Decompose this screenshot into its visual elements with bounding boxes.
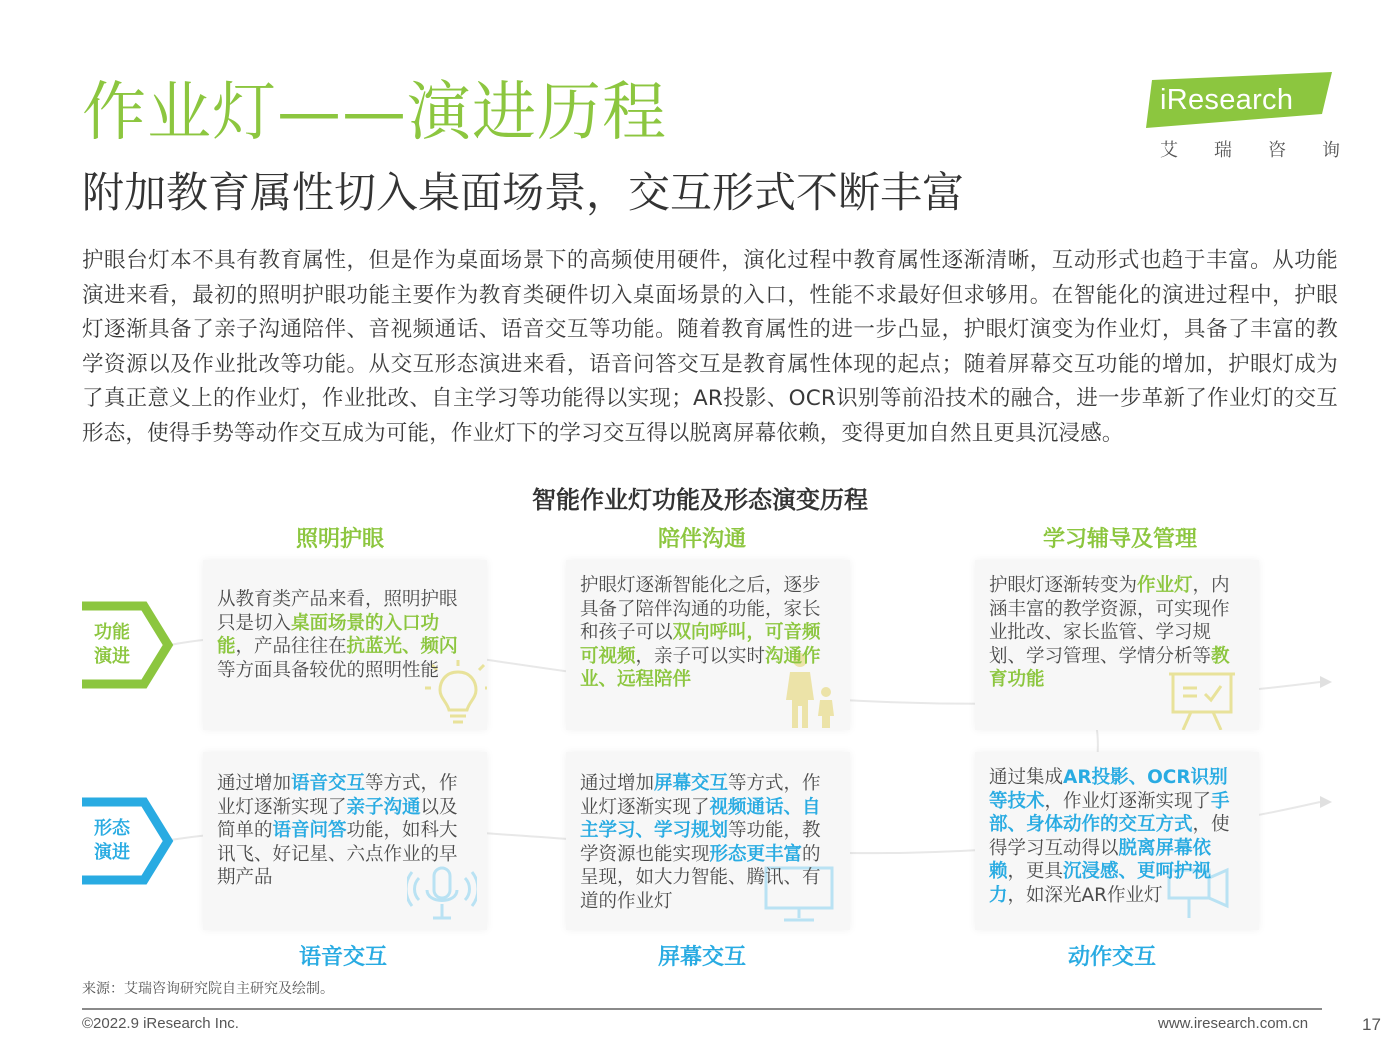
website-text: www.iresearch.com.cn: [1158, 1015, 1309, 1032]
copyright-text: ©2022.9 iResearch Inc.: [82, 1015, 239, 1032]
card-plain-text: 通过增加: [217, 773, 292, 794]
card-text: [975, 560, 1259, 692]
card-screen: [566, 752, 850, 930]
card-plain-text: 等方式，作业灯逐渐实现了: [580, 773, 821, 818]
card-highlight-text: 形态更丰富: [709, 843, 803, 865]
row-label-line: 演进: [94, 842, 130, 863]
card-highlight-text: 作业灯: [1137, 575, 1193, 596]
card-highlight-text: 双向呼叫，可音频可视频: [580, 622, 821, 667]
card-plain-text: ，亲子可以实时: [635, 645, 766, 667]
logo-brand-text: iResearch: [1160, 84, 1294, 116]
col-footer-voice: 语音交互: [298, 945, 387, 970]
card-companion: [566, 560, 850, 730]
card-plain-text: 从教育类产品来看，照明护眼只是切入: [217, 589, 458, 634]
row-label-form: [82, 796, 182, 886]
card-highlight-text: 屏幕交互: [654, 773, 729, 794]
source-note: 来源：艾瑞咨询研究院自主研究及绘制。: [82, 981, 334, 997]
card-highlight-text: 抗蓝光、频闪: [346, 636, 458, 657]
card-highlight-text: 桌面场景的入口功能: [217, 612, 440, 657]
card-plain-text: 等方面具备较优的照明性能: [217, 659, 440, 681]
card-plain-text: ，内涵丰富的教学资源，可实现作业批改、家长监管、学习规划、学习管理、学情分析等: [989, 575, 1230, 667]
card-highlight-text: 语音交互: [291, 773, 366, 794]
card-highlight-text: 沟通作业、远程陪伴: [580, 645, 821, 690]
card-gesture: [975, 752, 1259, 930]
page-subtitle: 附加教育属性切入桌面场景，交互形式不断丰富: [82, 168, 965, 217]
card-plain-text: ，产品往往在: [235, 636, 347, 657]
card-highlight-text: 语音问答: [272, 820, 347, 841]
card-plain-text: 护眼灯逐渐智能化之后，逐步具备了陪伴沟通的功能，家长和孩子可以: [580, 575, 821, 643]
row-label-line: 演进: [94, 646, 130, 667]
intro-paragraph: 护眼台灯本不具有教育属性，但是作为桌面场景下的高频使用硬件，演化过程中教育属性逐渐清晰，互动形式也趋于丰富。从功能演进来看，最初的照明护眼功能主要作为教育类硬件切入桌面场景的入口，性能不求最好但求够用。在智能化的演进过程中，护眼灯逐渐具备了亲子沟通陪伴、音视频通话、语音交互等功能。随着教育属性的进一步凸显，护眼灯演变为作业灯，具备了丰富的教学资源以及作业批改等功能。从交互形态演进来看，语音问答交互是教育属性体现的起点；随着屏幕交互功能的增加，护眼灯成为了真正意义上的作业灯，作业批改、自主学习等功能得以实现；AR投影、OCR识别等前沿技术的融合，进一步革新了作业灯的交互形态，使得手势等动作交互成为可能，作业灯下的学习交互得以脱离屏幕依赖，变得更加自然且更具沉浸感。: [82, 248, 1338, 446]
card-plain-text: 通过集成: [989, 767, 1064, 788]
card-plain-text: 通过增加: [580, 773, 655, 794]
logo-cn-char: 艾: [1160, 140, 1178, 161]
logo-cn-char: 瑞: [1214, 140, 1232, 161]
card-plain-text: 等功能，教学资源也能实现: [580, 820, 821, 865]
card-lighting: [203, 560, 487, 730]
card-text: [203, 752, 487, 890]
iresearch-logo: [1140, 72, 1340, 162]
card-plain-text: ，如深光AR作业灯: [1007, 884, 1163, 906]
footer-divider: [82, 1008, 1322, 1010]
card-text: [203, 560, 487, 682]
card-plain-text: 的呈现，如大力智能、腾讯、有道的作业灯: [580, 843, 821, 912]
card-highlight-text: 脱离屏幕依赖: [989, 837, 1212, 882]
card-plain-text: 功能，如科大讯飞、好记星、六点作业的早期产品: [217, 820, 458, 888]
card-plain-text: 等方式，作业灯逐渐实现了: [217, 773, 458, 818]
card-plain-text: 护眼灯逐渐转变为: [989, 575, 1138, 596]
card-text: [566, 752, 850, 913]
card-highlight-text: 视频通话、自主学习、学习规划: [580, 796, 821, 841]
card-highlight-text: 手部、身体动作的交互方式: [989, 790, 1230, 835]
diagram-title: 智能作业灯功能及形态演变历程: [532, 486, 868, 514]
card-highlight-text: AR投影、OCR识别等技术: [989, 767, 1228, 812]
card-highlight-text: 亲子沟通: [346, 796, 421, 818]
col-header-lighting: 照明护眼: [295, 527, 384, 552]
card-text: [566, 560, 850, 692]
card-plain-text: 以及简单的: [217, 796, 458, 841]
card-voice: [203, 752, 487, 930]
card-plain-text: ，作业灯逐渐实现了: [1044, 790, 1212, 812]
card-text: [975, 752, 1259, 907]
card-learning: [975, 560, 1259, 730]
card-plain-text: ，更具: [1007, 861, 1064, 882]
col-header-companion: 陪伴沟通: [657, 527, 746, 552]
logo-cn-text: [1160, 136, 1340, 162]
row-label-line: 形态: [94, 818, 130, 839]
page-title: 作业灯——演进历程: [82, 76, 667, 150]
page-number: 17: [1362, 1015, 1381, 1034]
col-header-learning: 学习辅导及管理: [1042, 527, 1197, 552]
col-footer-screen: 屏幕交互: [657, 945, 746, 970]
logo-cn-char: 咨: [1268, 140, 1286, 161]
card-highlight-text: 沉浸感、更呵护视力: [989, 861, 1212, 906]
card-plain-text: ，使得学习互动得以: [989, 814, 1230, 859]
row-label-line: 功能: [94, 622, 130, 643]
card-highlight-text: 教育功能: [989, 645, 1230, 690]
logo-cn-char: 询: [1322, 140, 1340, 161]
col-footer-gesture: 动作交互: [1067, 945, 1156, 970]
row-label-function: [82, 600, 182, 690]
